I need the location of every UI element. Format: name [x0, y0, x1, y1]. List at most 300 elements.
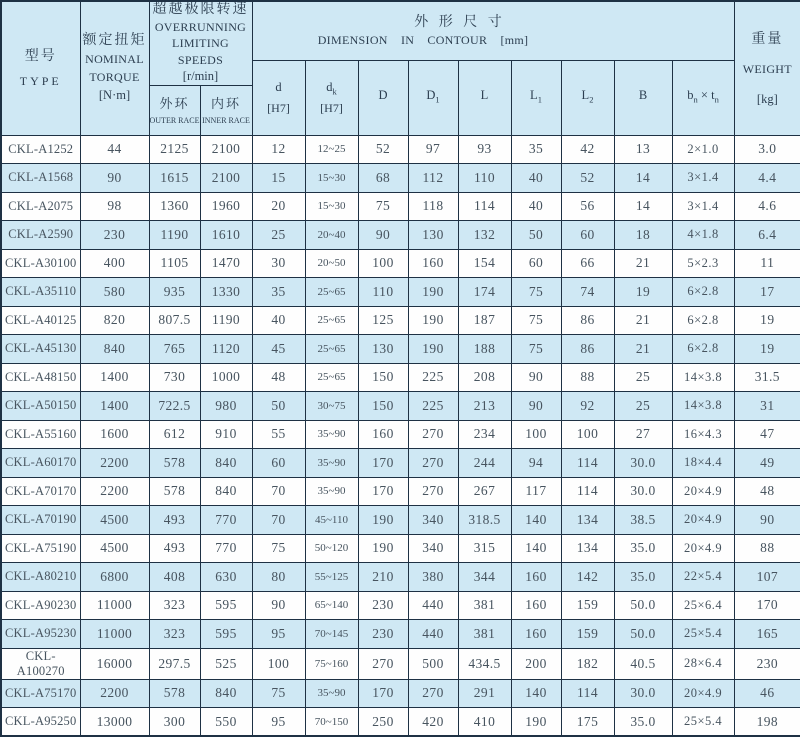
- L1-sub: 1: [537, 94, 542, 105]
- cell-dk: 25~65: [305, 306, 358, 335]
- cell-inner-race: 1120: [200, 335, 252, 364]
- cell-inner-race: 595: [200, 591, 252, 620]
- cell-L1: 140: [511, 506, 561, 535]
- cell-L: 381: [458, 591, 511, 620]
- cell-weight: 3.0: [734, 135, 800, 164]
- cell-d: 25: [252, 221, 305, 250]
- cell-weight: 49: [734, 449, 800, 478]
- cell-d: 75: [252, 534, 305, 563]
- cell-L2: 134: [561, 506, 614, 535]
- cell-D: 170: [358, 679, 408, 708]
- cell-D: 250: [358, 708, 408, 737]
- cell-weight: 48: [734, 477, 800, 506]
- cell-d: 20: [252, 192, 305, 221]
- cell-type: CKL-A50150: [1, 392, 80, 421]
- cell-D: 68: [358, 164, 408, 193]
- cell-L2: 114: [561, 477, 614, 506]
- cell-D1: 270: [408, 420, 458, 449]
- cell-outer-race: 493: [149, 506, 200, 535]
- cell-torque: 6800: [80, 563, 149, 592]
- cell-dk: 25~65: [305, 278, 358, 307]
- cell-dk: 20~40: [305, 221, 358, 250]
- table-row: [1, 708, 800, 737]
- cell-outer-race: 578: [149, 679, 200, 708]
- cell-inner-race: 525: [200, 648, 252, 679]
- cell-outer-race: 323: [149, 620, 200, 649]
- cell-weight: 90: [734, 506, 800, 535]
- cell-D1: 97: [408, 135, 458, 164]
- cell-outer-race: 1105: [149, 249, 200, 278]
- cell-L: 132: [458, 221, 511, 250]
- cell-type: CKL-A70170: [1, 477, 80, 506]
- col-header-L: [458, 60, 511, 135]
- cell-D1: 340: [408, 534, 458, 563]
- cell-B: 25: [614, 363, 672, 392]
- cell-dk: 35~90: [305, 679, 358, 708]
- cell-L1: 140: [511, 679, 561, 708]
- dk-label: d: [326, 79, 333, 94]
- weight-label-zh: 重量: [751, 31, 784, 47]
- cell-L2: 114: [561, 449, 614, 478]
- cell-bntn: 20×4.9: [672, 477, 734, 506]
- cell-D1: 225: [408, 392, 458, 421]
- cell-L: 267: [458, 477, 511, 506]
- cell-bntn: 3×1.4: [672, 192, 734, 221]
- col-header-nominal-torque: [80, 1, 149, 135]
- cell-bntn: 3×1.4: [672, 164, 734, 193]
- cell-D1: 270: [408, 449, 458, 478]
- cell-dk: 12~25: [305, 135, 358, 164]
- cell-B: 35.0: [614, 708, 672, 737]
- cell-outer-race: 578: [149, 477, 200, 506]
- cell-type: CKL-A90230: [1, 591, 80, 620]
- cell-B: 21: [614, 249, 672, 278]
- cell-inner-race: 2100: [200, 135, 252, 164]
- cell-L1: 190: [511, 708, 561, 737]
- cell-d: 70: [252, 506, 305, 535]
- cell-L: 93: [458, 135, 511, 164]
- table-row: [1, 249, 800, 278]
- cell-torque: 2200: [80, 679, 149, 708]
- cell-type: CKL-A2590: [1, 221, 80, 250]
- cell-L1: 50: [511, 221, 561, 250]
- cell-B: 14: [614, 192, 672, 221]
- cell-D: 270: [358, 648, 408, 679]
- cell-weight: 198: [734, 708, 800, 737]
- torque-label-en2: TORQUE: [89, 70, 140, 85]
- cell-inner-race: 770: [200, 506, 252, 535]
- col-header-weight: [734, 1, 800, 135]
- cell-d: 100: [252, 648, 305, 679]
- speeds-label-en2: LIMITING SPEEDS: [171, 36, 230, 67]
- cell-B: 21: [614, 335, 672, 364]
- cell-D1: 112: [408, 164, 458, 193]
- dimension-label-zh: 外 形 尺 寸: [414, 15, 502, 31]
- cell-inner-race: 910: [200, 420, 252, 449]
- cell-D1: 500: [408, 648, 458, 679]
- cell-D: 125: [358, 306, 408, 335]
- cell-torque: 11000: [80, 591, 149, 620]
- cell-type: CKL-A60170: [1, 449, 80, 478]
- cell-d: 35: [252, 278, 305, 307]
- cell-torque: 4500: [80, 506, 149, 535]
- table-row: [1, 563, 800, 592]
- torque-label-en1: NOMINAL: [85, 52, 144, 67]
- cell-L: 434.5: [458, 648, 511, 679]
- cell-B: 38.5: [614, 506, 672, 535]
- cell-B: 35.0: [614, 534, 672, 563]
- cell-torque: 2200: [80, 477, 149, 506]
- table-row: [1, 648, 800, 679]
- cell-d: 90: [252, 591, 305, 620]
- cell-D1: 225: [408, 363, 458, 392]
- cell-B: 19: [614, 278, 672, 307]
- torque-label-zh: 额定扭矩: [82, 33, 147, 49]
- B-label: B: [638, 87, 648, 102]
- D1-sub: 1: [435, 94, 440, 105]
- cell-outer-race: 408: [149, 563, 200, 592]
- bn-label: b: [687, 87, 694, 102]
- cell-weight: 107: [734, 563, 800, 592]
- cell-B: 50.0: [614, 591, 672, 620]
- cell-weight: 6.4: [734, 221, 800, 250]
- outer-race-en: OUTER RACE: [149, 116, 200, 125]
- cell-outer-race: 323: [149, 591, 200, 620]
- cell-L: 291: [458, 679, 511, 708]
- cell-dk: 75~160: [305, 648, 358, 679]
- cell-inner-race: 630: [200, 563, 252, 592]
- cell-L1: 117: [511, 477, 561, 506]
- cell-L2: 86: [561, 335, 614, 364]
- inner-race-en: INNER RACE: [202, 116, 250, 125]
- cell-dk: 20~50: [305, 249, 358, 278]
- cell-B: 27: [614, 420, 672, 449]
- cell-D1: 190: [408, 306, 458, 335]
- cell-dk: 50~120: [305, 534, 358, 563]
- table-row: [1, 477, 800, 506]
- cell-L: 174: [458, 278, 511, 307]
- cell-L: 234: [458, 420, 511, 449]
- cell-inner-race: 980: [200, 392, 252, 421]
- cell-L: 154: [458, 249, 511, 278]
- cell-D: 160: [358, 420, 408, 449]
- cell-weight: 11: [734, 249, 800, 278]
- cell-dk: 15~30: [305, 192, 358, 221]
- d-unit: [H7]: [267, 101, 290, 116]
- cell-outer-race: 722.5: [149, 392, 200, 421]
- cell-type: CKL-A1252: [1, 135, 80, 164]
- cell-dk: 25~65: [305, 363, 358, 392]
- cell-torque: 13000: [80, 708, 149, 737]
- cell-type: CKL-A35110: [1, 278, 80, 307]
- cell-dk: 65~140: [305, 591, 358, 620]
- type-label-zh: 型号: [24, 49, 57, 65]
- table-row: [1, 363, 800, 392]
- cell-D1: 130: [408, 221, 458, 250]
- cell-L2: 60: [561, 221, 614, 250]
- cell-torque: 16000: [80, 648, 149, 679]
- cell-D1: 340: [408, 506, 458, 535]
- cell-d: 95: [252, 620, 305, 649]
- cell-weight: 4.4: [734, 164, 800, 193]
- speeds-label-en1: OVERRUNNING: [154, 19, 247, 34]
- cell-D1: 420: [408, 708, 458, 737]
- L-label: L: [480, 87, 489, 102]
- table-row: [1, 620, 800, 649]
- cell-L1: 35: [511, 135, 561, 164]
- table-row: [1, 591, 800, 620]
- col-header-overrunning-speeds: [149, 1, 252, 85]
- col-header-dk: [305, 60, 358, 135]
- cell-bntn: 25×6.4: [672, 591, 734, 620]
- cell-weight: 230: [734, 648, 800, 679]
- cell-bntn: 18×4.4: [672, 449, 734, 478]
- cell-bntn: 16×4.3: [672, 420, 734, 449]
- cell-L: 318.5: [458, 506, 511, 535]
- bn-sub: n: [693, 94, 698, 105]
- table-row: [1, 679, 800, 708]
- cell-L2: 114: [561, 679, 614, 708]
- cell-weight: 17: [734, 278, 800, 307]
- dk-unit: [H7]: [320, 101, 343, 116]
- cell-L1: 94: [511, 449, 561, 478]
- cell-torque: 580: [80, 278, 149, 307]
- cell-bntn: 14×3.8: [672, 392, 734, 421]
- cell-B: 35.0: [614, 563, 672, 592]
- d-label: d: [275, 79, 282, 94]
- cell-dk: 70~145: [305, 620, 358, 649]
- cell-bntn: 14×3.8: [672, 363, 734, 392]
- cell-torque: 90: [80, 164, 149, 193]
- cell-type: CKL-A2075: [1, 192, 80, 221]
- cell-D: 230: [358, 591, 408, 620]
- cell-inner-race: 1610: [200, 221, 252, 250]
- cell-L: 244: [458, 449, 511, 478]
- cell-inner-race: 1190: [200, 306, 252, 335]
- cell-D: 130: [358, 335, 408, 364]
- cell-L2: 66: [561, 249, 614, 278]
- cell-D: 150: [358, 363, 408, 392]
- cell-D: 170: [358, 477, 408, 506]
- cell-d: 15: [252, 164, 305, 193]
- L1-label: L: [530, 87, 538, 102]
- cell-bntn: 25×5.4: [672, 620, 734, 649]
- cell-L1: 160: [511, 591, 561, 620]
- D1-label: D: [426, 87, 436, 102]
- cell-weight: 170: [734, 591, 800, 620]
- cell-L1: 90: [511, 392, 561, 421]
- cell-D: 210: [358, 563, 408, 592]
- cell-D: 75: [358, 192, 408, 221]
- cell-type: CKL-A95230: [1, 620, 80, 649]
- cell-L1: 160: [511, 563, 561, 592]
- cell-outer-race: 612: [149, 420, 200, 449]
- cell-L1: 75: [511, 306, 561, 335]
- cell-d: 80: [252, 563, 305, 592]
- cell-torque: 230: [80, 221, 149, 250]
- cell-dk: 35~90: [305, 449, 358, 478]
- cell-L: 410: [458, 708, 511, 737]
- table-row: [1, 306, 800, 335]
- cell-B: 50.0: [614, 620, 672, 649]
- cell-outer-race: 493: [149, 534, 200, 563]
- cell-type: CKL-A1568: [1, 164, 80, 193]
- cell-B: 30.0: [614, 449, 672, 478]
- cell-bntn: 2×1.0: [672, 135, 734, 164]
- cell-weight: 88: [734, 534, 800, 563]
- cell-bntn: 5×2.3: [672, 249, 734, 278]
- cell-d: 95: [252, 708, 305, 737]
- cell-D1: 440: [408, 620, 458, 649]
- table-row: [1, 420, 800, 449]
- cell-d: 75: [252, 679, 305, 708]
- cell-torque: 1600: [80, 420, 149, 449]
- cell-type: CKL-A48150: [1, 363, 80, 392]
- cell-dk: 30~75: [305, 392, 358, 421]
- cell-weight: 19: [734, 335, 800, 364]
- col-header-D: [358, 60, 408, 135]
- cell-torque: 98: [80, 192, 149, 221]
- cell-weight: 46: [734, 679, 800, 708]
- cell-inner-race: 595: [200, 620, 252, 649]
- cell-dk: 70~150: [305, 708, 358, 737]
- cell-inner-race: 840: [200, 477, 252, 506]
- cell-d: 70: [252, 477, 305, 506]
- cell-weight: 47: [734, 420, 800, 449]
- cell-d: 48: [252, 363, 305, 392]
- cell-type: CKL-A80210: [1, 563, 80, 592]
- cell-bntn: 6×2.8: [672, 278, 734, 307]
- cell-L: 344: [458, 563, 511, 592]
- cell-D1: 270: [408, 679, 458, 708]
- cell-D: 100: [358, 249, 408, 278]
- cell-B: 25: [614, 392, 672, 421]
- cell-inner-race: 2100: [200, 164, 252, 193]
- inner-race-zh: 内环: [210, 96, 241, 111]
- cell-L1: 75: [511, 278, 561, 307]
- cell-weight: 31.5: [734, 363, 800, 392]
- cell-outer-race: 578: [149, 449, 200, 478]
- cell-bntn: 20×4.9: [672, 506, 734, 535]
- cell-L2: 159: [561, 620, 614, 649]
- cell-outer-race: 1360: [149, 192, 200, 221]
- cell-D: 110: [358, 278, 408, 307]
- tn-sub: n: [714, 94, 719, 105]
- cell-L1: 60: [511, 249, 561, 278]
- cell-weight: 31: [734, 392, 800, 421]
- cell-weight: 4.6: [734, 192, 800, 221]
- dk-sub: k: [332, 86, 337, 97]
- cell-d: 40: [252, 306, 305, 335]
- table-row: [1, 221, 800, 250]
- col-header-L1: [511, 60, 561, 135]
- cell-torque: 840: [80, 335, 149, 364]
- cell-outer-race: 1190: [149, 221, 200, 250]
- weight-label-en: WEIGHT: [742, 61, 792, 76]
- cell-d: 30: [252, 249, 305, 278]
- col-header-dimension: [252, 1, 734, 60]
- cell-B: 30.0: [614, 679, 672, 708]
- cell-type: CKL-A70190: [1, 506, 80, 535]
- cell-bntn: 20×4.9: [672, 679, 734, 708]
- cell-bntn: 25×5.4: [672, 708, 734, 737]
- col-header-d: [252, 60, 305, 135]
- cell-outer-race: 1615: [149, 164, 200, 193]
- table-row: [1, 506, 800, 535]
- cell-L2: 74: [561, 278, 614, 307]
- cell-D1: 160: [408, 249, 458, 278]
- cell-L: 208: [458, 363, 511, 392]
- col-header-B: [614, 60, 672, 135]
- table-row: [1, 192, 800, 221]
- cell-outer-race: 935: [149, 278, 200, 307]
- cell-type: CKL-A100270: [1, 648, 80, 679]
- cell-type: CKL-A30100: [1, 249, 80, 278]
- cell-torque: 820: [80, 306, 149, 335]
- speeds-unit: [r/min]: [182, 69, 219, 83]
- cell-L2: 86: [561, 306, 614, 335]
- dimension-label-en: DIMENSION IN CONTOUR [mm]: [317, 33, 529, 48]
- cell-inner-race: 1000: [200, 363, 252, 392]
- col-header-D1: [408, 60, 458, 135]
- cell-D: 90: [358, 221, 408, 250]
- col-header-type: [1, 1, 80, 135]
- table-row: [1, 335, 800, 364]
- cell-d: 50: [252, 392, 305, 421]
- cell-torque: 4500: [80, 534, 149, 563]
- cell-L2: 134: [561, 534, 614, 563]
- cell-inner-race: 840: [200, 449, 252, 478]
- table-row: [1, 534, 800, 563]
- cell-D1: 190: [408, 278, 458, 307]
- cell-bntn: 4×1.8: [672, 221, 734, 250]
- cell-type: CKL-A75170: [1, 679, 80, 708]
- cell-type: CKL-A45130: [1, 335, 80, 364]
- cell-type: CKL-A55160: [1, 420, 80, 449]
- cell-inner-race: 770: [200, 534, 252, 563]
- cell-type: CKL-A40125: [1, 306, 80, 335]
- cell-outer-race: 730: [149, 363, 200, 392]
- D-label: D: [378, 87, 388, 102]
- cell-inner-race: 550: [200, 708, 252, 737]
- cell-D: 170: [358, 449, 408, 478]
- torque-unit: [N·m]: [98, 88, 131, 103]
- cell-L1: 100: [511, 420, 561, 449]
- cell-type: CKL-A75190: [1, 534, 80, 563]
- cell-bntn: 22×5.4: [672, 563, 734, 592]
- col-header-inner-race: [200, 85, 252, 135]
- cell-bntn: 6×2.8: [672, 306, 734, 335]
- cell-L1: 90: [511, 363, 561, 392]
- col-header-bntn: [672, 60, 734, 135]
- speeds-label-zh: 超越极限转速: [152, 2, 249, 17]
- cell-B: 18: [614, 221, 672, 250]
- cell-type: CKL-A95250: [1, 708, 80, 737]
- cell-B: 40.5: [614, 648, 672, 679]
- cell-D1: 440: [408, 591, 458, 620]
- cell-D1: 118: [408, 192, 458, 221]
- table-row: [1, 278, 800, 307]
- cell-B: 30.0: [614, 477, 672, 506]
- cell-outer-race: 297.5: [149, 648, 200, 679]
- cell-outer-race: 765: [149, 335, 200, 364]
- cell-D: 190: [358, 506, 408, 535]
- cell-inner-race: 1960: [200, 192, 252, 221]
- cell-dk: 45~110: [305, 506, 358, 535]
- cell-weight: 165: [734, 620, 800, 649]
- cell-torque: 1400: [80, 392, 149, 421]
- cell-D1: 190: [408, 335, 458, 364]
